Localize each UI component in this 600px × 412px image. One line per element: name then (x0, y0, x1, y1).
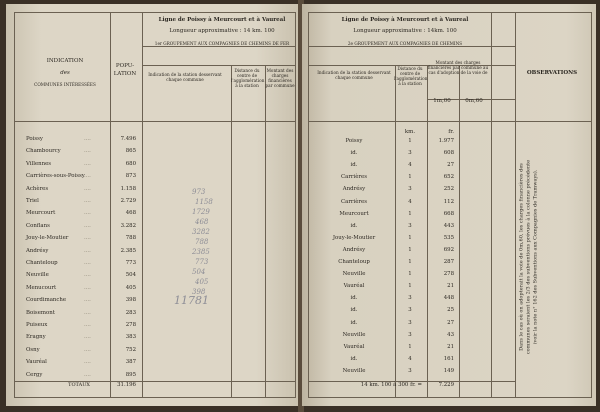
distance-value: 3 (408, 186, 412, 193)
population-value: 383 (125, 334, 136, 341)
montant-value: 287 (443, 259, 454, 265)
handwritten-figure: 405 (195, 278, 209, 286)
population-value: 2.385 (120, 247, 136, 254)
ligne-sub-right: 2e GROUPEMENT AUX COMPAGNIES DE CHEMINS (347, 41, 463, 46)
montant-value: 43 (447, 331, 454, 338)
station-name: id. (350, 319, 358, 326)
montant-value: 25 (447, 307, 454, 314)
montant-value: 27 (447, 162, 454, 169)
montant-value: 448 (443, 295, 454, 302)
montant-value: 27 (447, 319, 454, 326)
leader-dots: .... (84, 198, 91, 204)
distance-value: 3 (408, 222, 412, 229)
leader-dots: .... (84, 235, 91, 242)
population-value: 504 (125, 272, 136, 279)
col-0m6: 0m,60 (465, 98, 483, 104)
leader-dots: .... (84, 322, 91, 328)
distance-value: 1 (408, 246, 412, 253)
montant-value: 278 (443, 271, 454, 278)
montant-value: 112 (443, 198, 454, 205)
montant-value: 21 (447, 343, 454, 350)
population-value: 865 (125, 148, 136, 155)
leader-dots: .... (84, 260, 91, 266)
station-name: Chanteloup (338, 259, 370, 265)
leader-dots: .... (84, 309, 91, 316)
population-value: 387 (125, 359, 136, 366)
commune-name: Jouy-le-Moutier (26, 235, 69, 242)
distance-value: 1 (408, 210, 412, 217)
montant-value: 443 (443, 222, 454, 229)
commune-name: Courdimanche (26, 297, 67, 304)
station-name: Jouy-le-Moutier (332, 234, 376, 241)
distance-value: 1 (408, 283, 412, 290)
handwritten-figure: 973 (192, 188, 206, 196)
station-name: id. (350, 150, 358, 157)
handwritten-figure: 773 (195, 258, 209, 266)
population-value: 283 (125, 309, 136, 316)
station-name: id. (350, 162, 358, 169)
col-montant-left: Montant des charges financières par commune (265, 68, 295, 88)
left-page (6, 4, 300, 406)
commune-name: Cergy (26, 371, 43, 378)
leader-dots: .... (84, 136, 91, 142)
population-value: 398 (125, 297, 136, 304)
leader-dots: .... (84, 284, 91, 291)
distance-value: 4 (408, 198, 412, 205)
col-observations: OBSERVATIONS (526, 70, 578, 76)
distance-value: 3 (408, 319, 412, 326)
commune-name: Chambourcy (26, 148, 61, 155)
montant-value: 535 (443, 234, 454, 241)
commune-name: Achères (26, 185, 49, 192)
col-indication-sub: COMMUNES INTÉRESSÉES (34, 82, 96, 87)
leader-dots: .... (84, 297, 91, 304)
population-value: 7.496 (120, 136, 136, 142)
handwritten-figure: 1729 (192, 208, 210, 216)
observations-note (486, 154, 572, 359)
commune-name: Villennes (26, 160, 52, 167)
population-value: 468 (125, 210, 136, 217)
distance-value: 1 (408, 271, 412, 278)
commune-name: Poissy (26, 136, 43, 142)
commune-name: Osny (26, 346, 40, 353)
montant-value: 161 (443, 355, 454, 362)
population-value: 3.282 (120, 222, 136, 229)
population-value: 773 (125, 260, 136, 266)
leader-dots: .... (84, 334, 91, 341)
distance-value: 1 (408, 259, 412, 265)
col-montant-right: Montant des charges financières par commune au cas d'adoption de la voie de (427, 60, 489, 75)
col-station-left: Indication de la station desservant chaque commune (148, 72, 222, 82)
commune-name: Menucourt (26, 284, 57, 291)
total-label: TOTAUX (68, 382, 90, 388)
total-montant: 7.229 (438, 382, 454, 388)
station-name: Vauréal (343, 343, 365, 350)
distance-value: 4 (408, 162, 412, 169)
distance-value: 1 (408, 138, 412, 144)
handwritten-figure: 504 (192, 268, 206, 276)
leader-dots: .... (84, 148, 91, 155)
right-page (302, 4, 596, 406)
handwritten-figure: 1158 (195, 198, 213, 206)
units-km: km. (404, 129, 416, 135)
total-population: 31.196 (117, 382, 136, 388)
station-name: Meurcourt (339, 210, 369, 217)
montant-value: 1.977 (438, 138, 454, 144)
handwritten-figure: 788 (195, 238, 209, 246)
distance-value: 4 (408, 355, 412, 362)
ligne-title-right: Ligne de Poissy à Meurcourt et à Vaureal (341, 17, 469, 23)
distance-value: 1 (408, 234, 412, 241)
distance-value: 3 (408, 307, 412, 314)
population-value: 895 (125, 371, 136, 378)
commune-name: Vauréal (26, 359, 47, 366)
population-value: 405 (125, 284, 136, 291)
population-value: 873 (125, 173, 136, 180)
population-value: 2.729 (120, 198, 136, 204)
handwritten-total: 11781 (174, 294, 209, 307)
leader-dots: .... (84, 359, 91, 366)
commune-name: Boisemont (26, 309, 55, 316)
station-name: Andrésy (342, 246, 366, 253)
station-name: id. (350, 307, 358, 314)
handwritten-figure: 398 (192, 288, 206, 296)
col-population: POPU- LATION (113, 63, 137, 77)
station-name: Neuville (342, 331, 366, 338)
commune-name: Puiseux (26, 322, 48, 328)
distance-value: 3 (408, 150, 412, 157)
commune-name: Triel (26, 198, 39, 204)
population-value: 788 (125, 235, 136, 242)
commune-name: Meurcourt (26, 210, 56, 217)
col-distance-right: Distance du centre de l'agglomération à la station (394, 66, 428, 86)
commune-name: Conflans (26, 222, 50, 229)
commune-name: Andrésy (26, 247, 49, 254)
ligne-title-left: Ligne de Poissy à Meurcourt et à Vaureal (158, 17, 286, 23)
station-name: Poissy (345, 138, 363, 144)
leader-dots: .... (84, 272, 91, 279)
handwritten-figure: 3282 (192, 228, 210, 236)
montant-value: 608 (443, 150, 454, 157)
commune-name: Carrières-sous-Poissy (26, 173, 85, 180)
montant-value: 692 (443, 246, 454, 253)
population-value: 752 (125, 346, 136, 353)
leader-dots: .... (84, 222, 91, 229)
col-station-right: Indication de la station desservant chaque commune (317, 70, 391, 80)
ligne-length-left: Longueur approximative : 14 km. 100 (169, 28, 275, 34)
col-indication-title: INDICATION (46, 58, 84, 64)
distance-value: 1 (408, 174, 412, 181)
commune-name: Eragny (26, 334, 46, 341)
station-name: Andrésy (342, 186, 366, 193)
montant-value: 21 (447, 283, 454, 290)
leader-dots: .... (84, 185, 91, 192)
montant-value: 149 (443, 367, 454, 374)
distance-value: 3 (408, 367, 412, 374)
units-fr: fr. (448, 129, 454, 135)
station-name: Carrières (341, 174, 367, 181)
station-name: Neuville (342, 271, 366, 278)
commune-name: Chanteloup (26, 260, 58, 266)
distance-value: 3 (408, 295, 412, 302)
station-name: id. (350, 295, 358, 302)
station-name: Carrières (341, 198, 367, 205)
leader-dots: .... (84, 346, 91, 353)
station-name: id. (350, 355, 358, 362)
distance-value: 3 (408, 331, 412, 338)
total-length: 14 km. 100 à 300 fr. = (360, 382, 422, 388)
observations-text: Dans le cas où on adopterait la voie de 0m,60, les charges financières des communes seraient les 2/3 des subventions prévues à la colonne précédente (voir la note n° 162 des Subventions aux Compagnies de Tramways). (518, 159, 539, 354)
population-value: 1.158 (120, 185, 136, 192)
distance-value: 1 (408, 343, 412, 350)
commune-name: Neuville (26, 272, 49, 279)
col-indication-des: des (60, 70, 70, 76)
leader-dots: .... (84, 160, 91, 167)
ligne-length-right: Longueur approximative : 14km. 100 (353, 28, 457, 34)
montant-value: 668 (443, 210, 454, 217)
col-1m: 1m,00 (433, 98, 451, 104)
station-name: Neuville (342, 367, 366, 374)
station-name: id. (350, 222, 358, 229)
ligne-sub-left: 1er GROUPEMENT AUX COMPAGNIES DE CHEMINS DE FER (154, 41, 290, 46)
population-value: 680 (125, 160, 136, 167)
handwritten-figure: 2385 (192, 248, 210, 256)
leader-dots: .... (84, 371, 91, 378)
montant-value: 652 (443, 174, 454, 181)
leader-dots: .... (84, 247, 91, 254)
leader-dots: .... (84, 210, 91, 217)
station-name: Vauréal (343, 283, 365, 290)
col-distance-left: Distance du centre de l'agglomération à la station (231, 68, 265, 88)
leader-dots: .... (84, 173, 91, 180)
population-value: 278 (125, 322, 136, 328)
montant-value: 252 (443, 186, 454, 193)
handwritten-figure: 468 (195, 218, 209, 226)
